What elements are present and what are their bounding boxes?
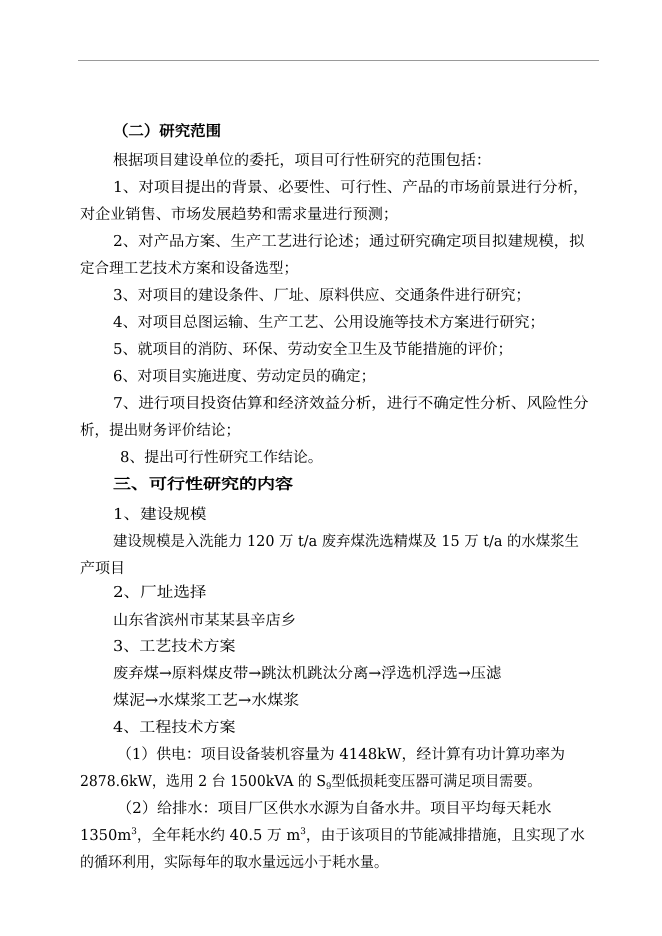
unit-superscript: 3	[131, 827, 137, 837]
process-flow-line: 废弃煤→原料煤皮带→跳汰机跳汰分离→浮选机浮选→压滤	[113, 664, 502, 682]
list-item-line: 4、对项目总图运输、生产工艺、公用设施等技术方案进行研究；	[113, 313, 545, 331]
list-item-line: 6、对项目实施进度、劳动定员的确定；	[113, 367, 376, 385]
subsection-heading: 2、厂址选择	[113, 583, 207, 601]
list-item-line: 7、进行项目投资估算和经济效益分析，进行不确定性分析、风险性分	[113, 394, 589, 412]
transformer-subscript: 9	[325, 782, 332, 792]
list-item-line: 对企业销售、市场发展趋势和需求量进行预测；	[80, 205, 399, 223]
paragraph-line: 2878.6kW，选用 2 台 1500kVA 的 $S_9$型低损耗变压器可满足项目需要。	[80, 772, 542, 792]
section-heading: 三、可行性研究的内容	[113, 475, 294, 493]
paragraph-line: 产项目	[80, 559, 126, 577]
subsection-heading: 1、建设规模	[113, 505, 207, 523]
paragraph-line: 的循环利用，实际每年的取水量远远小于耗水量。	[80, 853, 389, 871]
paragraph-line: （1）供电：项目设备装机容量为 4148kW，经计算有功计算功率为	[117, 745, 565, 763]
unit-superscript: 3	[300, 827, 306, 837]
subsection-heading: 3、工艺技术方案	[113, 637, 236, 655]
paragraph-line: 根据项目建设单位的委托，项目可行性研究的范围包括：	[113, 151, 492, 169]
list-item-line: 2、对产品方案、生产工艺进行论述；通过研究确定项目拟建规模，拟	[113, 232, 585, 250]
process-flow-line: 煤泥→水煤浆工艺→水煤浆	[113, 691, 300, 709]
paragraph-line: （2）给排水：项目厂区供水水源为自备水井。项目平均每天耗水	[117, 799, 552, 817]
subsection-heading: 4、工程技术方案	[113, 718, 236, 736]
list-item-line: 1、对项目提出的背景、必要性、可行性、产品的市场前景进行分析，	[113, 178, 589, 196]
list-item-line: 8、提出可行性研究工作结论。	[120, 448, 323, 466]
list-item-line: 5、就项目的消防、环保、劳动安全卫生及节能措施的评价；	[113, 340, 513, 358]
header-rule	[78, 60, 599, 61]
list-item-line: 定合理工艺技术方案和设备选型；	[80, 259, 299, 277]
paragraph-line: $1350m^3$，全年耗水约 40.5 万 $m^3$，由于该项目的节能减排措施，且实现了水	[80, 826, 585, 844]
paragraph-line: 山东省滨州市某某县辛店乡	[113, 611, 297, 629]
list-item-line: 3、对项目的建设条件、厂址、原料供应、交通条件进行研究；	[113, 286, 531, 304]
paragraph-line: 建设规模是入洗能力 120 万 t/a 废弃煤洗选精煤及 15 万 t/a 的水煤浆生	[113, 532, 579, 550]
section-heading: （二）研究范围	[113, 122, 222, 140]
list-item-line: 析，提出财务评价结论；	[80, 421, 241, 439]
